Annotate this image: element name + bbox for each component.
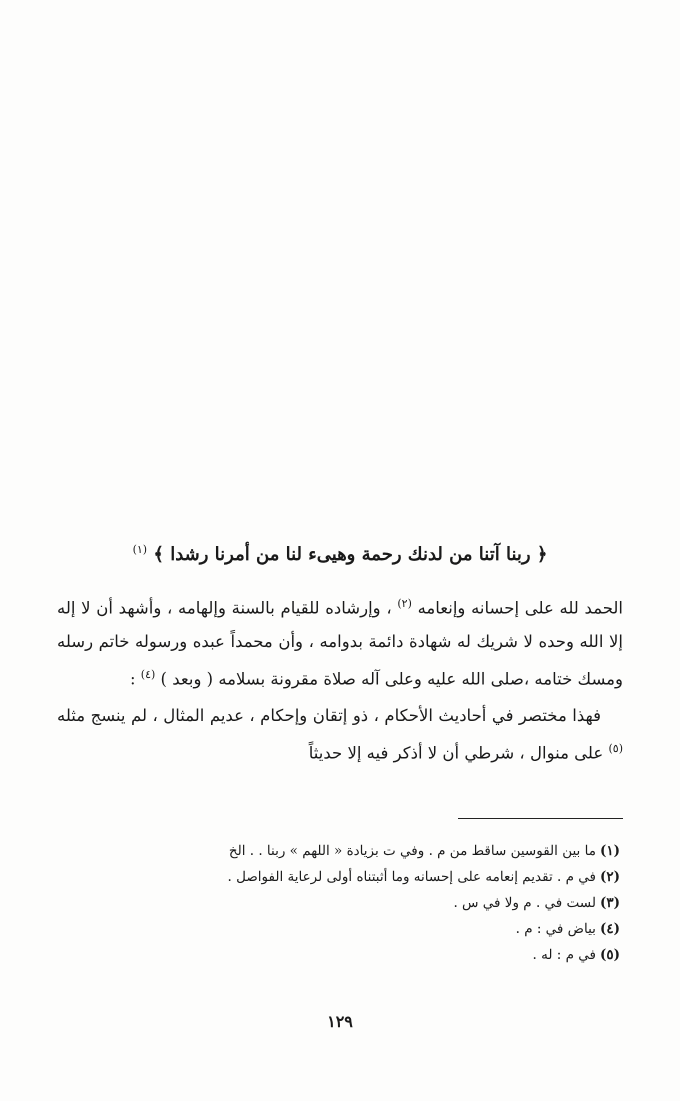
footnote-divider bbox=[458, 818, 623, 819]
paragraph-2 bbox=[57, 699, 623, 770]
footnote-ref-4: (٤) bbox=[140, 667, 156, 681]
main-text bbox=[57, 532, 623, 770]
body-text bbox=[57, 587, 623, 770]
footnote-4: (٤)بياض في : م . bbox=[515, 921, 620, 937]
paragraph-2-part-1: فهذا مختصر في أحاديث الأحكام ، ذو إتقان وإحكام ، عديم المثال ، لم ينسج مثله bbox=[57, 706, 601, 725]
paragraph-1-part-1: الحمد لله على إحسانه وإنعامه bbox=[417, 598, 623, 618]
footnote-3: (٣)لست في . م ولا في س . bbox=[453, 895, 620, 911]
footnote-1: (١)ما بين القوسين ساقط من م . وفي ت بزيادة « اللهم » ربنا . . الخ bbox=[228, 843, 620, 859]
footnote-5: (٥)في م : له . bbox=[532, 947, 620, 963]
paragraph-1-part-2: ، وإرشاده للقيام بالسنة وإلهامه ، وأشهد أن لا إله إلا الله وحده لا شريك له شهادة دائمة بدوامه ، وأن محمداً عبده ورسوله خاتم رسله ومسك ختامه ،صلى الله عليه وعلى آله صلاة مقرونة بسلامه ( وبعد ) bbox=[57, 598, 623, 688]
footnote-ref-2: (٢) bbox=[397, 597, 412, 610]
paragraph-1-end: : bbox=[129, 669, 136, 688]
heading-text: ﴿ ربنا آتنا من لدنك رحمة وهيىء لنا من أمرنا رشدا ﴾ bbox=[153, 544, 548, 565]
footnote-2: (٢)في م . تقديم إنعامه على إحسانه وما أثبتناه أولى لرعاية الفواصل . bbox=[227, 869, 620, 885]
footnotes bbox=[160, 838, 620, 968]
footnote-ref-5: (٥) bbox=[608, 742, 623, 755]
page-number: ١٢٩ bbox=[327, 1012, 353, 1031]
paragraph-1 bbox=[57, 587, 623, 695]
paragraph-2-part-2: على منوال ، شرطي أن لا أذكر فيه إلا حديثاً bbox=[308, 743, 604, 763]
heading-footnote-ref: (١) bbox=[132, 543, 148, 556]
quran-verse-heading bbox=[57, 532, 623, 573]
